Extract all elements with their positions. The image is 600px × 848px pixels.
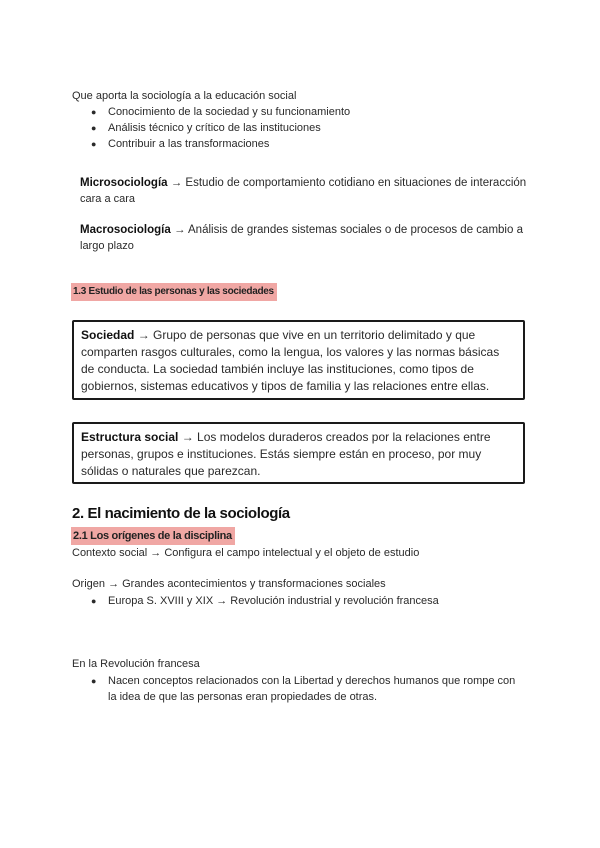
micro-definition: Microsociología → Estudio de comportamiento cotidiano en situaciones de interacción	[80, 177, 527, 189]
bullet-icon: ●	[91, 596, 97, 606]
contexto-line: Contexto social → Configura el campo intelectual y el objeto de estudio	[72, 547, 420, 559]
macro-definition: Macrosociología → Análisis de grandes sistemas sociales o de procesos de cambio a	[80, 224, 523, 236]
bullet-icon: ●	[91, 676, 97, 686]
section-2-heading: 2. El nacimiento de la sociología	[72, 505, 290, 522]
bullet-icon: ●	[91, 139, 97, 149]
bullet-icon: ●	[91, 107, 97, 117]
micro-definition-cont: cara a cara	[80, 193, 136, 205]
macro-definition-cont: largo plazo	[80, 240, 134, 252]
sociedad-box: Sociedad → Grupo de personas que vive en un territorio delimitado y que comparten rasgos culturales, como la lengua, los valores y las normas básicas de conducta. La sociedad también incluye las instituciones, como tipos de gobiernos, sistemas educativos y tipos de familia y las relaciones entre ellas.	[72, 320, 525, 400]
estructura-term: Estructura social	[81, 430, 179, 444]
list-item: ● Conocimiento de la sociedad y su funcionamiento	[91, 106, 351, 118]
section-2-1-heading: 2.1 Los orígenes de la disciplina	[71, 527, 235, 545]
intro-title: Que aporta la sociología a la educación social	[72, 90, 297, 102]
section-1-3-heading: 1.3 Estudio de las personas y las sociedades	[71, 283, 277, 301]
list-item: ● Contribuir a las transformaciones	[91, 138, 270, 150]
list-item: ● Análisis técnico y crítico de las instituciones	[91, 122, 321, 134]
list-item: ● Nacen conceptos relacionados con la Libertad y derechos humanos que rompe con	[91, 675, 516, 687]
micro-term: Microsociología	[80, 177, 168, 189]
bullet-icon: ●	[91, 123, 97, 133]
list-item: ● Europa S. XVIII y XIX → Revolución industrial y revolución francesa	[91, 595, 439, 607]
list-item-cont: la idea de que las personas eran propiedades de otras.	[108, 691, 378, 703]
revolucion-title: En la Revolución francesa	[72, 658, 200, 670]
estructura-box: Estructura social → Los modelos duraderos creados por la relaciones entre personas, grupos e instituciones. Estás siempre están en proceso, por muy sólidas o naturales que parezcan.	[72, 422, 525, 484]
macro-term: Macrosociología	[80, 224, 171, 236]
origen-line: Origen → Grandes acontecimientos y transformaciones sociales	[72, 578, 386, 590]
sociedad-term: Sociedad	[81, 328, 135, 342]
